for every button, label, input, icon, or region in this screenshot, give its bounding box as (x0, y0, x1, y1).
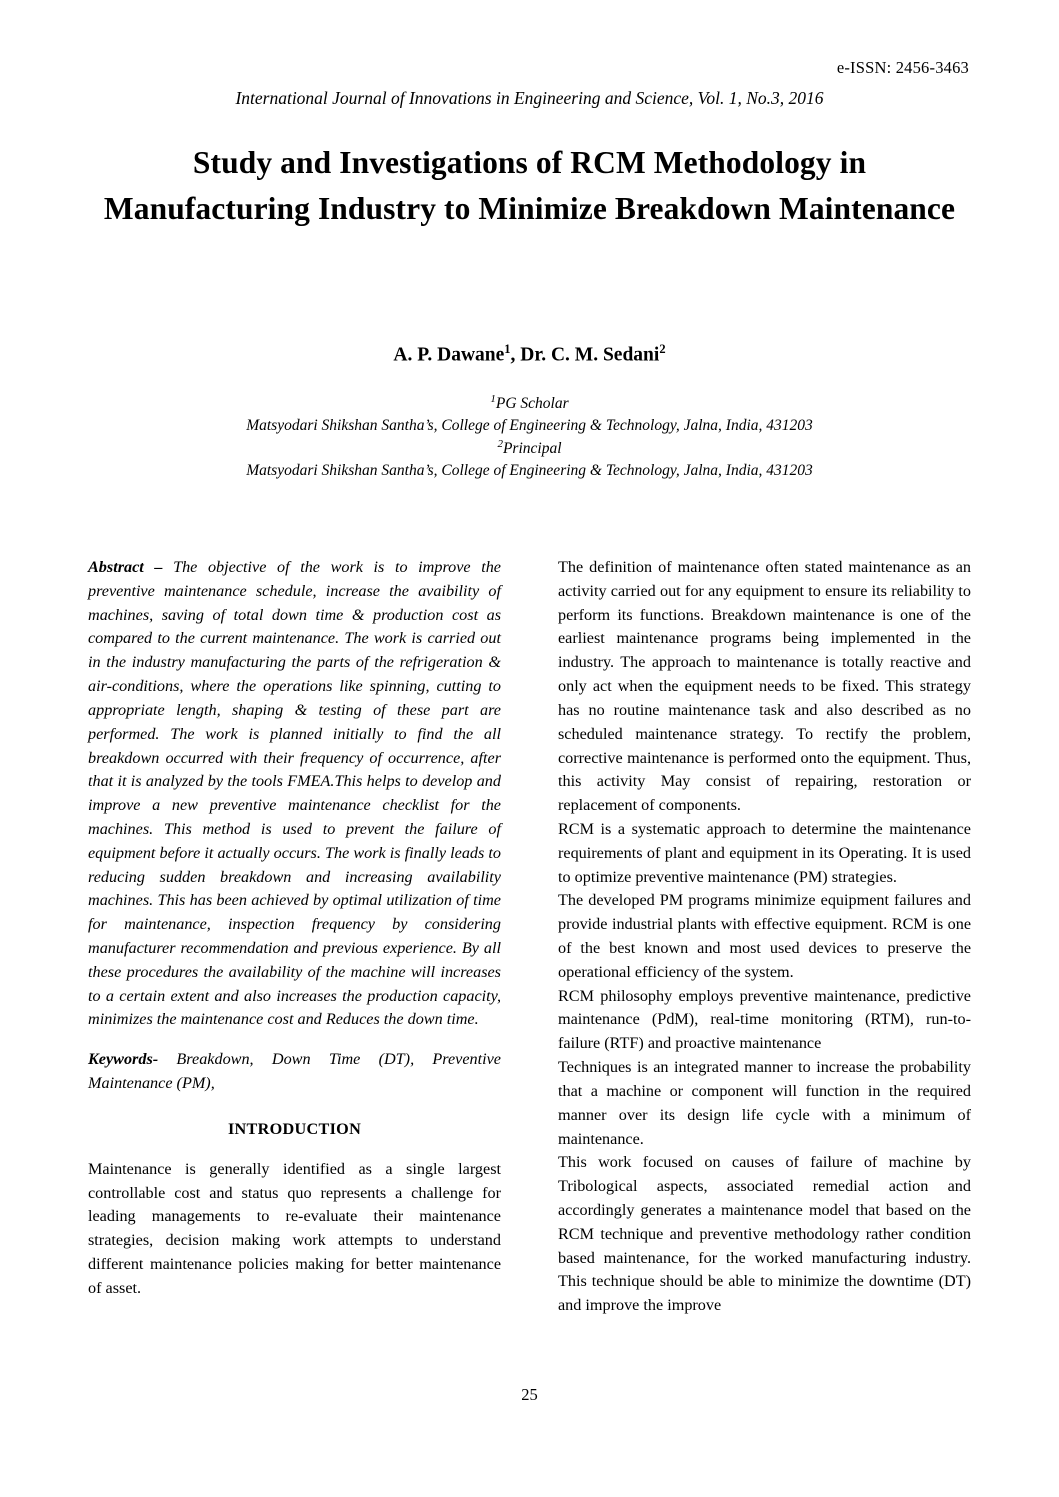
affiliation-role-one (70, 392, 989, 415)
abstract-paragraph (88, 556, 501, 1032)
author-separator: , Dr. C. M. Sedani (510, 344, 660, 366)
affil-marker-1: 1 (490, 393, 496, 405)
author-list (95, 342, 964, 367)
abstract-label: Abstract – (88, 558, 174, 576)
right-paragraph-6: This work focused on causes of failure of machine by Tribological aspects, associated remedial action and accordingly generates a maintenance model that based on the RCM technique and preventive methodology rather condition based maintenance, for the worked manufacturing industry. This technique should be able to minimize the downtime (DT) and improve the improve (558, 1153, 971, 1315)
affiliation-address-two: Matsyodari Shikshan Santha’s, College of Engineering & Technology, Jalna, India, 431203 (246, 462, 813, 480)
keywords-paragraph (88, 1048, 501, 1096)
two-column-body (88, 556, 972, 1318)
affiliations-block (70, 392, 989, 482)
issn-text: e-ISSN: 2456-3463 (836, 58, 969, 77)
right-paragraph-1: The definition of maintenance often stated maintenance as an activity carried out for any equipment to ensure its reliability to perform its functions. Breakdown maintenance is one of the earliest maintenance programs being implemented in the industry. The approach to maintenance is totally reactive and only act when the equipment needs to be fixed. This strategy has no routine maintenance task and also described as no scheduled maintenance strategy. To rectify the problem, corrective maintenance is performed onto the equipment. Thus, this activity May consist of repairing, restoration or replacement of components. (558, 558, 971, 815)
section-heading-introduction: INTRODUCTION (227, 1119, 362, 1138)
right-paragraph-2: RCM is a systematic approach to determine the maintenance requirements of plant and equipment in its Operating. It is used to optimize preventive maintenance (PM) strategies. (558, 819, 971, 886)
right-column (558, 556, 971, 1318)
right-paragraph-4: RCM philosophy employs preventive maintenance, predictive maintenance (PdM), real-time monitoring (RTM), run-to-failure (RTF) and proactive maintenance (558, 986, 971, 1053)
author-one: A. P. Dawane (393, 344, 505, 366)
left-column (88, 556, 501, 1318)
right-paragraph-5: Techniques is an integrated manner to increase the probability that a machine or component will function in the required manner over its design life cycle with a minimum of maintenance. (558, 1058, 971, 1148)
page-number: 25 (521, 1385, 538, 1404)
affiliation-role-two (70, 437, 989, 460)
page-header (90, 58, 969, 109)
journal-citation: International Journal of Innovations in Engineering and Science, Vol. 1, No.3, 2016 (235, 88, 824, 108)
page-title: Study and Investigations of RCM Methodology in Manufacturing Industry to Minimize Breakdown Maintenance (103, 145, 956, 226)
author-two-affil-marker: 2 (659, 342, 666, 356)
affil-role-1-text: PG Scholar (495, 395, 569, 413)
affiliation-address-one: Matsyodari Shikshan Santha’s, College of Engineering & Technology, Jalna, India, 431203 (246, 417, 813, 435)
keywords-label: Keywords- (88, 1050, 177, 1069)
right-paragraph-3: The developed PM programs minimize equipment failures and provide industrial plants with effective equipment. RCM is one of the best known and most used devices to preserve the operational efficiency of the system. (558, 891, 971, 981)
abstract-text: The objective of the work is to improve the preventive maintenance schedule, increase the avaibility of machines, saving of total down time & production cost as compared to the current maintenance. The work is carried out in the industry manufacturing the parts of the refrigeration & air-conditions, where the operations like spinning, cutting to appropriate length, shaping & testing of these part are performed. The work is planned initially to find the all breakdown occurred with their frequency of occurrence, after that it is analyzed by the tools FMEA.This helps to develop and improve a new preventive maintenance checklist for the machines. This method is used to prevent the failure of equipment before it actually occurs. The work is finally leads to reducing sudden breakdown and increasing availability machines. This has been achieved by optimal utilization of time for maintenance, inspection frequency by considering manufacturer recommendation and previous experience. By all these procedures the availability of the machine will increases to a certain extent and also increases the production capacity, minimizes the maintenance cost and Reduces the down time. (88, 558, 501, 1029)
intro-paragraph: Maintenance is generally identified as a single largest controllable cost and status quo represents a challenge for leading managements to re-evaluate their maintenance strategies, decision making work attempts to understand different maintenance policies making for better maintenance of asset. (88, 1159, 501, 1297)
keywords-text: Breakdown, Down Time (DT), Preventive Maintenance (PM), (88, 1050, 501, 1093)
affil-marker-2: 2 (497, 438, 503, 451)
author-one-affil-marker: 1 (504, 342, 511, 356)
affil-role-2-text: Principal (502, 440, 562, 458)
